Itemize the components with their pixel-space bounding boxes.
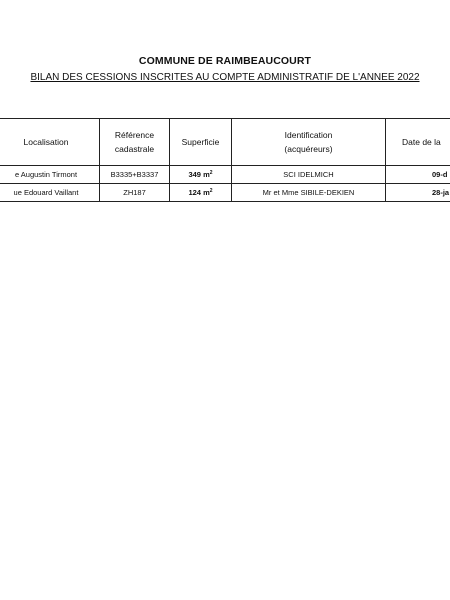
cell-localisation: e Augustin Tirmont xyxy=(0,166,100,184)
cell-reference: B3335+B3337 xyxy=(100,166,170,184)
header-reference-cadastrale: Référence cadastrale xyxy=(100,119,170,166)
cell-superficie: 349 $m^2$ xyxy=(170,166,232,184)
cell-identification: Mr et Mme SIBILE-DEKIEN xyxy=(232,184,386,202)
table-header-row xyxy=(0,119,450,166)
cell-date: 09-d xyxy=(386,166,450,184)
cell-reference: ZH187 xyxy=(100,184,170,202)
cell-localisation: ue Edouard Vaillant xyxy=(0,184,100,202)
document-title: COMMUNE DE RAIMBEAUCOURT xyxy=(138,55,312,67)
document-subtitle: BILAN DES CESSIONS INSCRITES AU COMPTE ADMINISTRATIF DE L'ANNEE 2022 xyxy=(30,72,420,83)
table-row xyxy=(0,184,450,202)
cell-identification: SCI IDELMICH xyxy=(232,166,386,184)
header-identification: Identification (acquéreurs) xyxy=(232,119,386,166)
header-date: Date de la xyxy=(386,119,450,166)
header-localisation: Localisation xyxy=(0,119,100,166)
header-superficie: Superficie xyxy=(170,119,232,166)
cessions-table-container xyxy=(0,118,450,210)
table-row xyxy=(0,166,450,184)
cessions-table xyxy=(0,118,450,202)
cell-date: 28-ja xyxy=(386,184,450,202)
cell-superficie: 124 $m^2$ xyxy=(170,184,232,202)
